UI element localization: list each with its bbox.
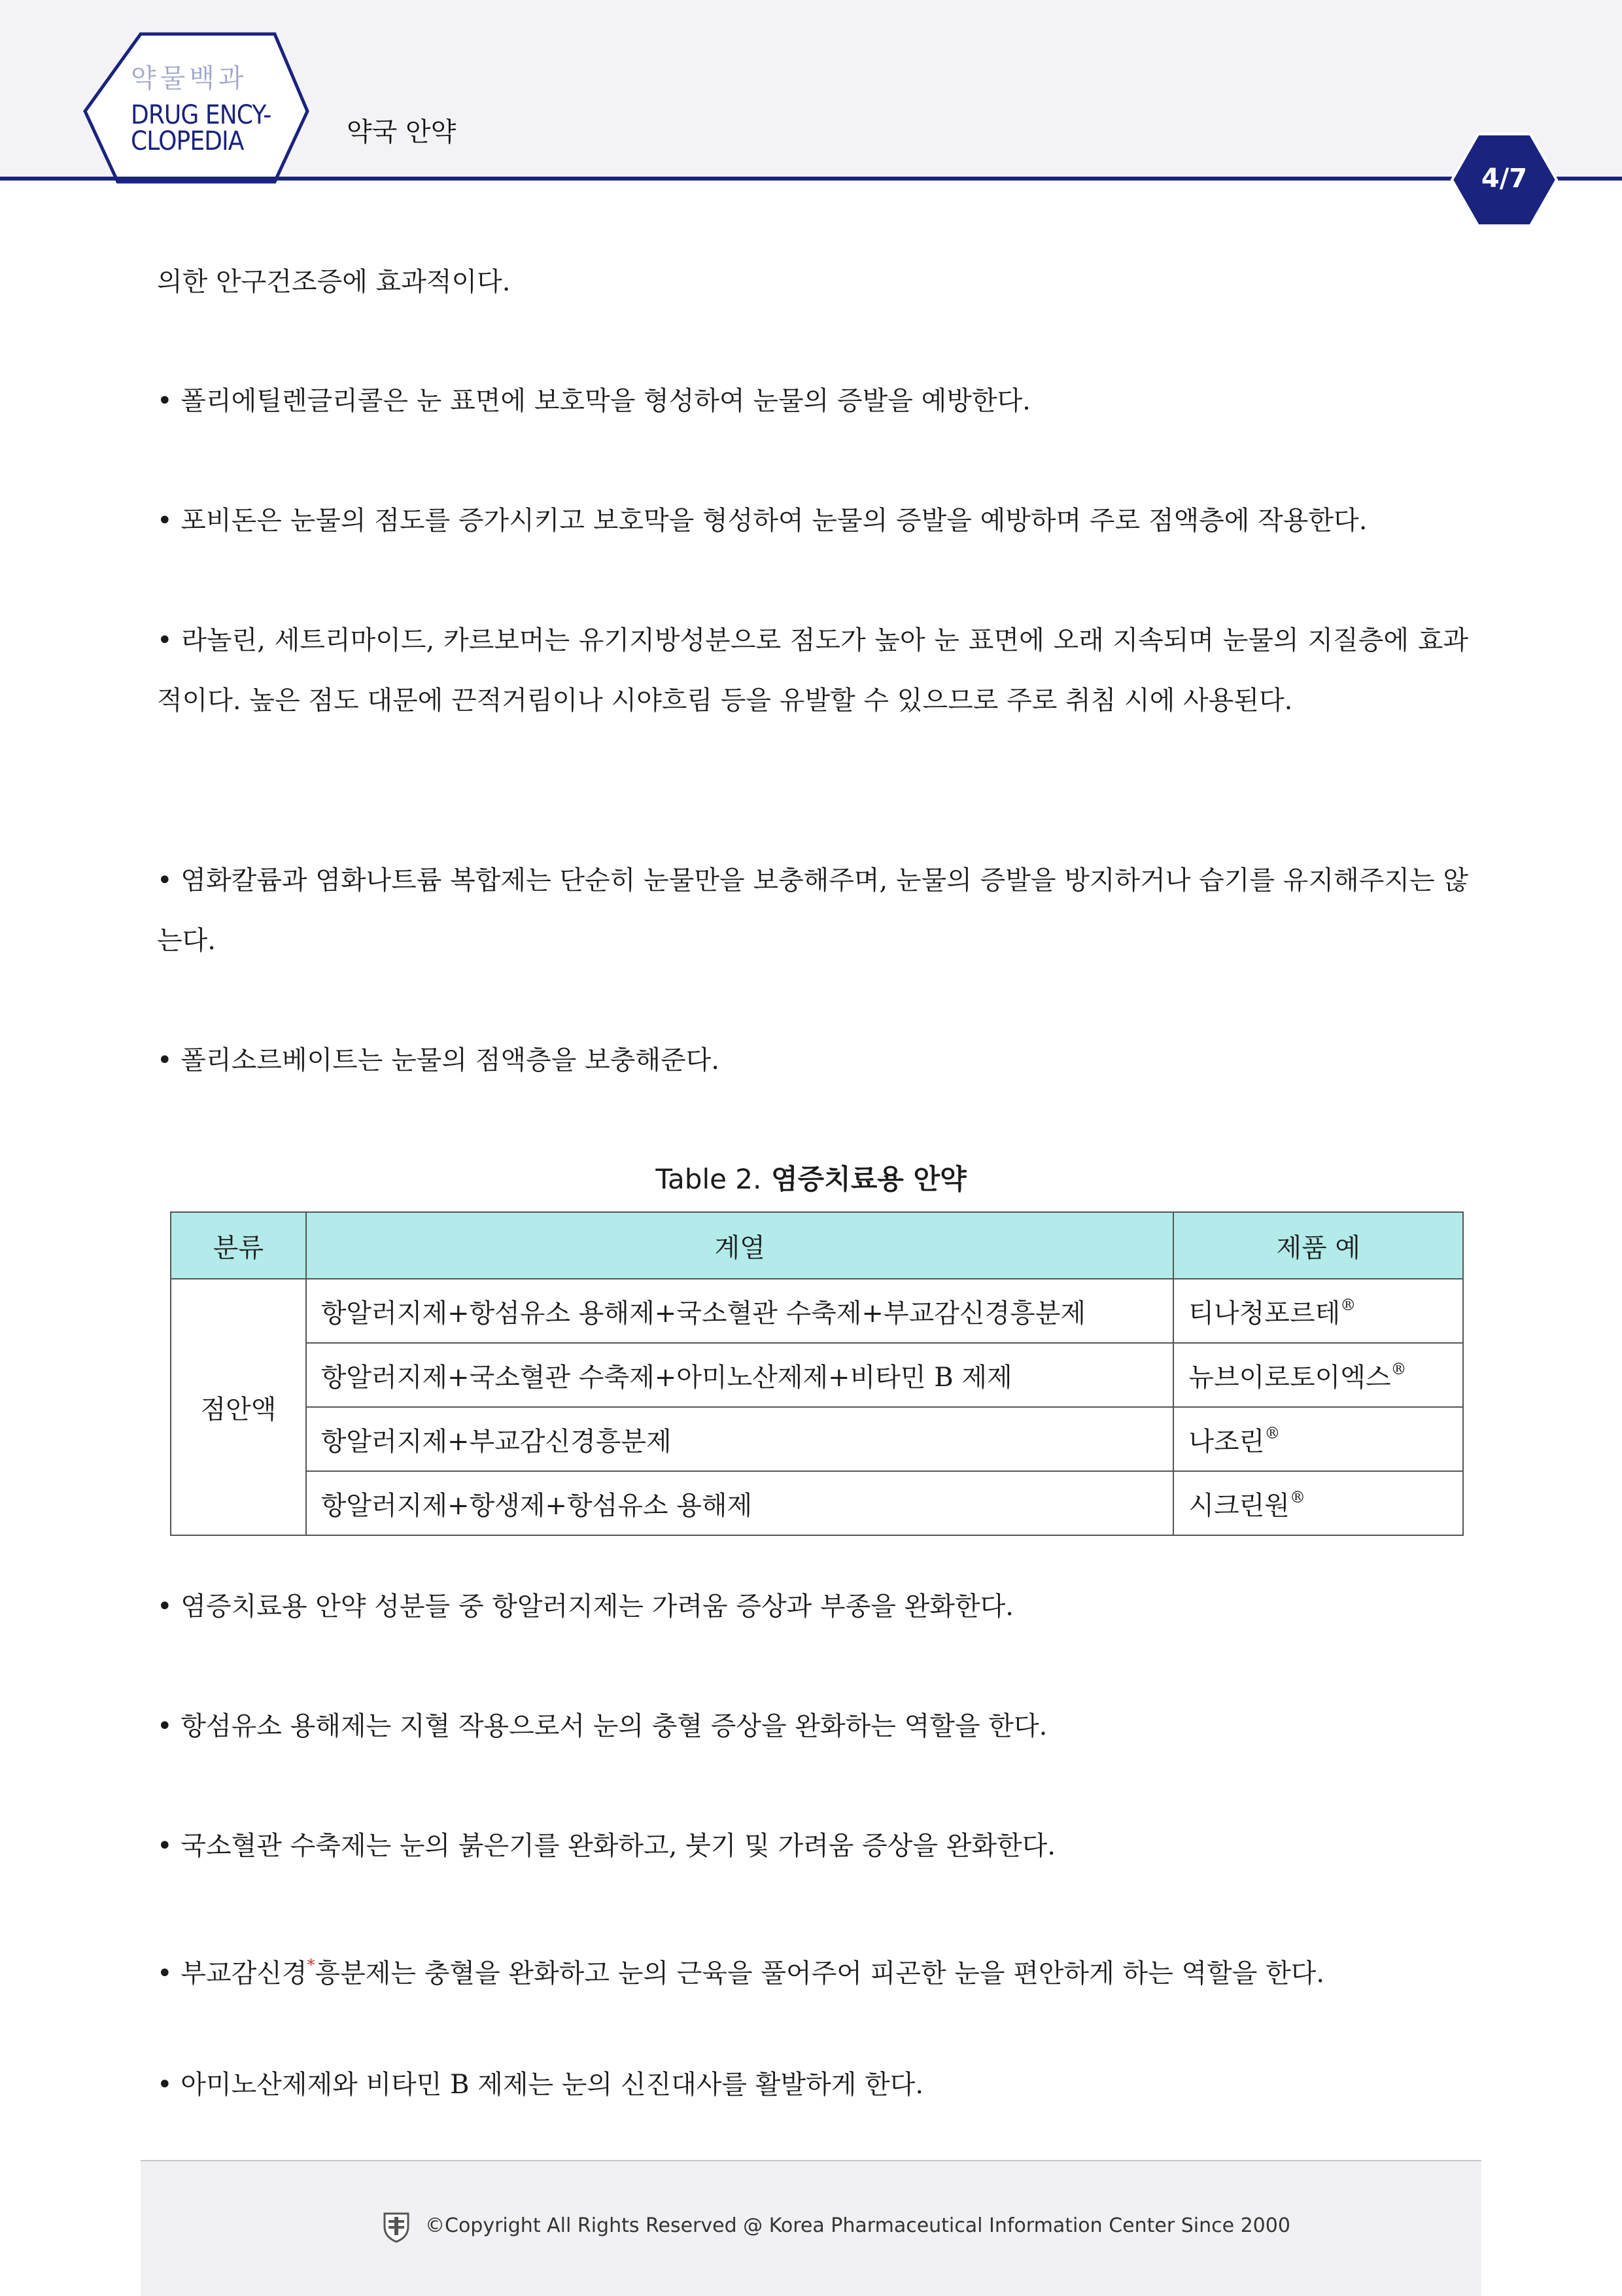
table-header-row [171,1212,1463,1279]
registered-mark: ® [1289,1487,1305,1506]
registered-mark: ® [1340,1295,1356,1314]
series-cell: 항알러지제+국소혈관 수축제+아미노산제제+비타민 B 제제 [306,1343,1174,1407]
bullet-item: • 염증치료용 안약 성분들 중 항알러지제는 가려움 증상과 부종을 완화한다. [157,1592,1014,1622]
product-name: 뉴브이로토이엑스 [1188,1362,1391,1393]
series-cell: 항알러지제+항생제+항섬유소 용해제 [306,1471,1174,1535]
product-name: 나조린 [1188,1426,1265,1457]
series-cell: 항알러지제+부교감신경흥분제 [306,1407,1174,1471]
asterisk-mark: * [307,1956,315,1974]
shield-logo-icon [383,2211,410,2244]
registered-mark: ® [1390,1359,1407,1378]
series-cell: 항알러지제+항섬유소 용해제+국소혈관 수축제+부교감신경흥분제 [306,1279,1174,1343]
table-title-text: 염증치료용 안약 [771,1163,967,1195]
column-header: 제품 예 [1173,1212,1463,1279]
table-row [171,1407,1463,1471]
bullet-text-before: • 부교감신경 [157,1958,307,1989]
logo-korean: 약물백과 [131,63,248,94]
table-row [171,1343,1463,1407]
category-cell: 점안액 [171,1279,306,1535]
logo [131,65,286,154]
bullet-text-after: 흥분제는 충혈을 완화하고 눈의 근육을 풀어주어 피곤한 눈을 편안하게 하는 역할을 한다. [315,1958,1325,1989]
product-cell [1173,1471,1463,1535]
table-row [171,1471,1463,1535]
bullet-item: • 국소혈관 수축제는 눈의 붉은기를 완화하고, 붓기 및 가려움 증상을 완화한다. [157,1831,1056,1861]
table-row [171,1279,1463,1343]
logo-english-line2: CLOPEDIA [131,126,244,156]
footer-copyright: ©Copyright All Rights Reserved @ Korea Pharmaceutical Information Center Since 2000 [425,2214,1290,2237]
table-title [0,1158,1622,1197]
product-name: 티나청포르테 [1188,1298,1341,1329]
table-title-prefix: Table 2. [655,1163,762,1195]
bullet-item: • 폴리에틸렌글리콜은 눈 표면에 보호막을 형성하여 눈물의 증발을 예방한다. [157,386,1031,416]
page-indicator: 4/7 [1481,164,1528,194]
logo-english-line1: DRUG ENCY- [131,100,271,130]
bullet-item: • 아미노산제제와 비타민 B 제제는 눈의 신진대사를 활발하게 한다. [157,2070,924,2100]
registered-mark: ® [1264,1423,1281,1442]
product-cell [1173,1407,1463,1471]
bullet-item: • 염화칼륨과 염화나트륨 복합제는 단순히 눈물만을 보충해주며, 눈물의 증발을 방지하거나 습기를 유지해주지는 않는다. [157,865,1468,956]
bullet-item: • 항섬유소 용해제는 지혈 작용으로서 눈의 충혈 증상을 완화하는 역할을 한다. [157,1711,1048,1741]
product-cell [1173,1279,1463,1343]
bullet-item: • 폴리소르베이트는 눈물의 점액층을 보충해준다. [157,1045,719,1075]
product-cell [1173,1343,1463,1407]
drug-table [170,1211,1464,1536]
column-header: 계열 [306,1212,1174,1279]
product-name: 시크린원 [1188,1490,1290,1521]
column-header: 분류 [171,1212,306,1279]
bullet-item: • 라놀린, 세트리마이드, 카르보머는 유기지방성분으로 점도가 높아 눈 표면에 오래 지속되며 눈물의 지질층에 효과적이다. 높은 점도 대문에 끈적거림이나 시야흐림 등을 유발할 수 있으므로 주로 취침 시에 사용된다. [157,625,1468,716]
bullet-item [157,1935,1468,2004]
section-title: 약국 안약 [347,117,457,147]
bullet-item: • 포비돈은 눈물의 점도를 증가시키고 보호막을 형성하여 눈물의 증발을 예방하며 주로 점액층에 작용한다. [157,506,1368,536]
intro-text: 의한 안구건조증에 효과적이다. [157,267,511,297]
